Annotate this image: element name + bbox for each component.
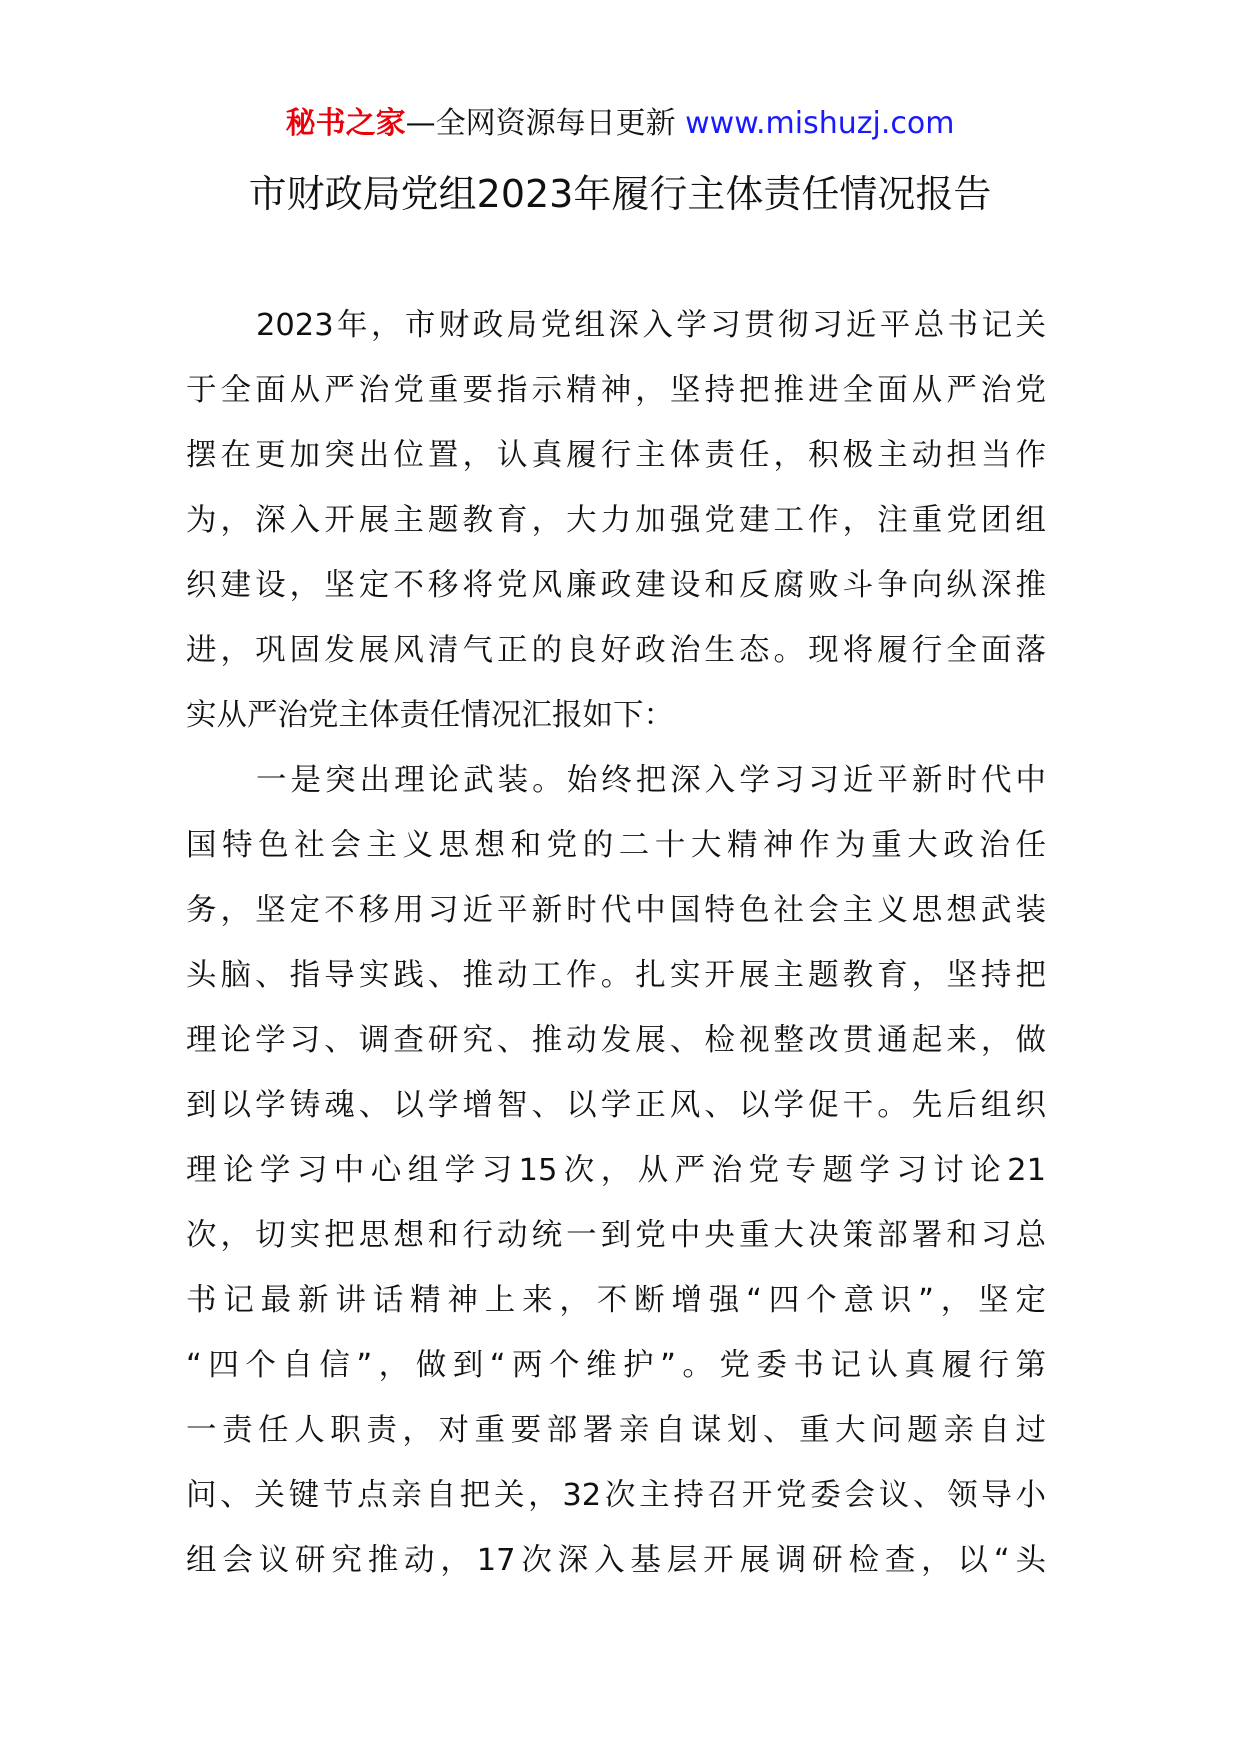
text-line: 书记最新讲话精神上来，不断增强“四个意识”，坚定 [186,1283,1046,1318]
text-line: 头脑、指导实践、推动工作。扎实开展主题教育，坚持把 [186,958,1046,993]
text-line: 一责任人职责，对重要部署亲自谋划、重大问题亲自过 [186,1413,1046,1448]
text-line: 于全面从严治党重要指示精神，坚持把推进全面从严治党 [186,373,1046,408]
text-line: 摆在更加突出位置，认真履行主体责任，积极主动担当作 [186,438,1046,473]
text-line: “四个自信”，做到“两个维护”。党委书记认真履行第 [186,1348,1046,1383]
text-line: 理论学习、调查研究、推动发展、检视整改贯通起来，做 [186,1023,1046,1058]
site-url-link[interactable]: www.mishuzj.com [685,106,955,141]
text-line: 国特色社会主义思想和党的二十大精神作为重大政治任 [186,828,1046,863]
text-line: 实从严治党主体责任情况汇报如下： [186,698,674,733]
text-line: 进，巩固发展风清气正的良好政治生态。现将履行全面落 [186,633,1046,668]
text-line: 为，深入开展主题教育，大力加强党建工作，注重党团组 [186,503,1046,538]
paragraph-intro [186,293,1046,748]
site-tagline: —全网资源每日更新 [405,106,686,141]
text-line: 2023年，市财政局党组深入学习贯彻习近平总书记关 [256,308,1046,343]
text-line: 织建设，坚定不移将党风廉政建设和反腐败斗争向纵深推 [186,568,1046,603]
text-line: 问、关键节点亲自把关，32次主持召开党委会议、领导小 [186,1478,1046,1513]
document-body [186,293,1046,1593]
text-line: 理论学习中心组学习15次，从严治党专题学习讨论21 [186,1153,1046,1188]
document-title: 市财政局党组2023年履行主体责任情况报告 [248,172,992,216]
site-header-banner [0,104,1240,144]
site-brand: 秘书之家 [285,106,406,141]
text-line: 组会议研究推动，17次深入基层开展调研检查，以“头 [186,1543,1046,1578]
text-line: 次，切实把思想和行动统一到党中央重大决策部署和习总 [186,1218,1046,1253]
paragraph-theory [186,748,1046,1593]
text-line: 到以学铸魂、以学增智、以学正风、以学促干。先后组织 [186,1088,1046,1123]
text-line: 一是突出理论武装。始终把深入学习习近平新时代中 [256,763,1046,798]
text-line: 务，坚定不移用习近平新时代中国特色社会主义思想武装 [186,893,1046,928]
